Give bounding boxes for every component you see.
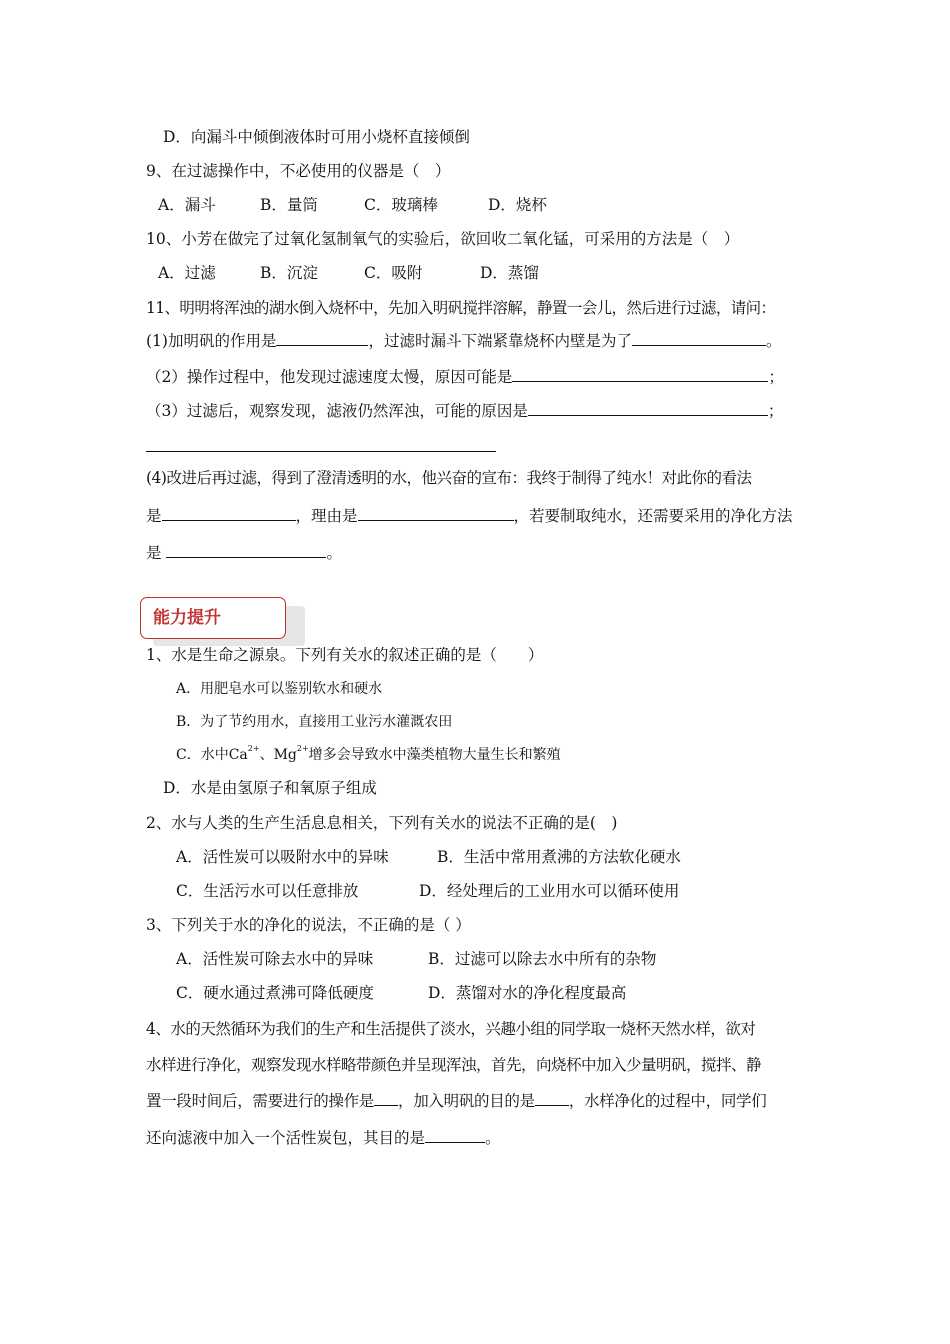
q11-sub1-text-c: 。	[765, 332, 782, 350]
q11-sub4-line2	[146, 506, 793, 526]
q11-sub4-text-e: 。	[326, 544, 342, 562]
q11-sub4-text-c: ，若要制取纯水，还需要采用的净化方法	[513, 507, 793, 525]
p2-q1-c-sup1: 2+	[247, 744, 260, 754]
q11-sub3	[146, 401, 783, 421]
q11-sub4-line3	[146, 543, 342, 563]
p2-q1-c-text-a: C．水中Ca	[176, 747, 248, 763]
section-badge-label: 能力提升	[153, 608, 221, 628]
q10-option-a: A．过滤	[158, 264, 216, 282]
q11-sub4-line1: (4)改进后再过滤，得到了澄清透明的水，他兴奋的宣布：我终于制得了纯水！对此你的看法	[146, 469, 752, 487]
answer-blank[interactable]	[276, 331, 368, 346]
p2-q3-option-d: D．蒸馏对水的净化程度最高	[428, 984, 627, 1002]
answer-blank[interactable]	[528, 401, 768, 416]
p2-q1-c-sup2: 2+	[296, 744, 309, 754]
p2-q1-c-text-c: 增多会导致水中藻类植物大量生长和繁殖	[308, 747, 561, 763]
p2-q4-text-b: ，加入明矾的目的是	[398, 1092, 535, 1110]
answer-blank[interactable]	[535, 1091, 569, 1106]
q11-sub1-text-a: (1)加明矾的作用是	[146, 332, 277, 350]
p2-q2-option-b: B．生活中常用煮沸的方法软化硬水	[437, 848, 681, 866]
q9-option-b: B．量筒	[260, 196, 318, 214]
q10-stem: 10、小芳在做完了过氧化氢制氧气的实验后，欲回收二氧化锰，可采用的方法是（ ）	[146, 230, 740, 248]
p2-q4-line2: 水样进行净化，观察发现水样略带颜色并呈现浑浊，首先，向烧杯中加入少量明矾，搅拌、静	[146, 1056, 762, 1074]
q9-option-d: D．烧杯	[488, 196, 547, 214]
p2-q1-option-c	[176, 745, 561, 765]
answer-blank[interactable]	[162, 506, 296, 521]
q11-sub4-text-b: ，理由是	[295, 507, 358, 525]
p2-q1-c-text-b: 、Mg	[259, 747, 297, 763]
p2-q4-line4	[146, 1128, 501, 1148]
p2-q2-option-a: A．活性炭可以吸附水中的异味	[176, 848, 389, 866]
q11-sub1-text-b: ，过滤时漏斗下端紧靠烧杯内壁是为了	[368, 332, 632, 350]
q11-sub2	[146, 367, 784, 387]
q9-option-c: C．玻璃棒	[364, 196, 438, 214]
q11-stem: 11、明明将浑浊的湖水倒入烧杯中，先加入明矾搅拌溶解，静置一会儿，然后进行过滤，请问：	[146, 299, 776, 317]
p2-q4-line1: 4、水的天然循环为我们的生产和生活提供了淡水，兴趣小组的同学取一烧杯天然水样，欲对	[146, 1020, 756, 1038]
q11-sub2-text-a: （2）操作过程中，他发现过滤速度太慢，原因可能是	[146, 368, 513, 386]
q9-stem: 9、在过滤操作中，不必使用的仪器是（ ）	[146, 162, 451, 180]
p2-q4-text-d: 还向滤液中加入一个活性炭包，其目的是	[146, 1129, 426, 1147]
p2-q1-stem: 1、水是生命之源泉。下列有关水的叙述正确的是（ ）	[146, 646, 544, 664]
p2-q3-option-a: A．活性炭可除去水中的异味	[176, 950, 374, 968]
p2-q4-text-e: 。	[485, 1129, 501, 1147]
q11-sub3-text-b: ；	[767, 402, 784, 420]
q8-option-d: D．向漏斗中倾倒液体时可用小烧杯直接倾倒	[163, 128, 470, 146]
p2-q3-stem: 3、下列关于水的净化的说法，不正确的是（ ）	[146, 916, 471, 934]
q10-option-c: C．吸附	[364, 264, 423, 282]
q11-sub1	[146, 331, 782, 351]
q11-sub3-text-a: （3）过滤后，观察发现，滤液仍然浑浊，可能的原因是	[146, 402, 528, 420]
answer-blank[interactable]	[374, 1091, 398, 1106]
p2-q2-option-c: C．生活污水可以任意排放	[176, 882, 359, 900]
q11-sub4-text-d: 是	[146, 544, 167, 562]
p2-q1-option-a: A．用肥皂水可以鉴别软水和硬水	[176, 681, 383, 697]
p2-q1-option-b: B．为了节约用水，直接用工业污水灌溉农田	[176, 714, 453, 730]
section-badge	[140, 597, 286, 639]
q10-option-d: D．蒸馏	[480, 264, 539, 282]
p2-q3-option-c: C．硬水通过煮沸可降低硬度	[176, 984, 374, 1002]
q11-sub4-text-a: 是	[146, 507, 162, 525]
p2-q1-option-d: D．水是由氢原子和氧原子组成	[163, 779, 377, 797]
answer-blank[interactable]	[166, 543, 326, 558]
answer-blank[interactable]	[358, 506, 514, 521]
q9-option-a: A．漏斗	[158, 196, 216, 214]
p2-q4-line3	[146, 1091, 766, 1111]
q10-option-b: B．沉淀	[260, 264, 318, 282]
p2-q4-text-a: 置一段时间后，需要进行的操作是	[146, 1092, 375, 1110]
answer-line[interactable]	[146, 451, 496, 452]
answer-blank[interactable]	[632, 331, 766, 346]
answer-blank[interactable]	[512, 367, 768, 382]
p2-q2-stem: 2、水与人类的生产生活息息相关，下列有关水的说法不正确的是( )	[146, 814, 618, 832]
answer-blank[interactable]	[425, 1128, 485, 1143]
p2-q4-text-c: ，水样净化的过程中，同学们	[568, 1092, 767, 1110]
p2-q2-option-d: D．经处理后的工业用水可以循环使用	[419, 882, 680, 900]
q11-sub2-text-b: ；	[768, 368, 784, 386]
p2-q3-option-b: B．过滤可以除去水中所有的杂物	[428, 950, 657, 968]
